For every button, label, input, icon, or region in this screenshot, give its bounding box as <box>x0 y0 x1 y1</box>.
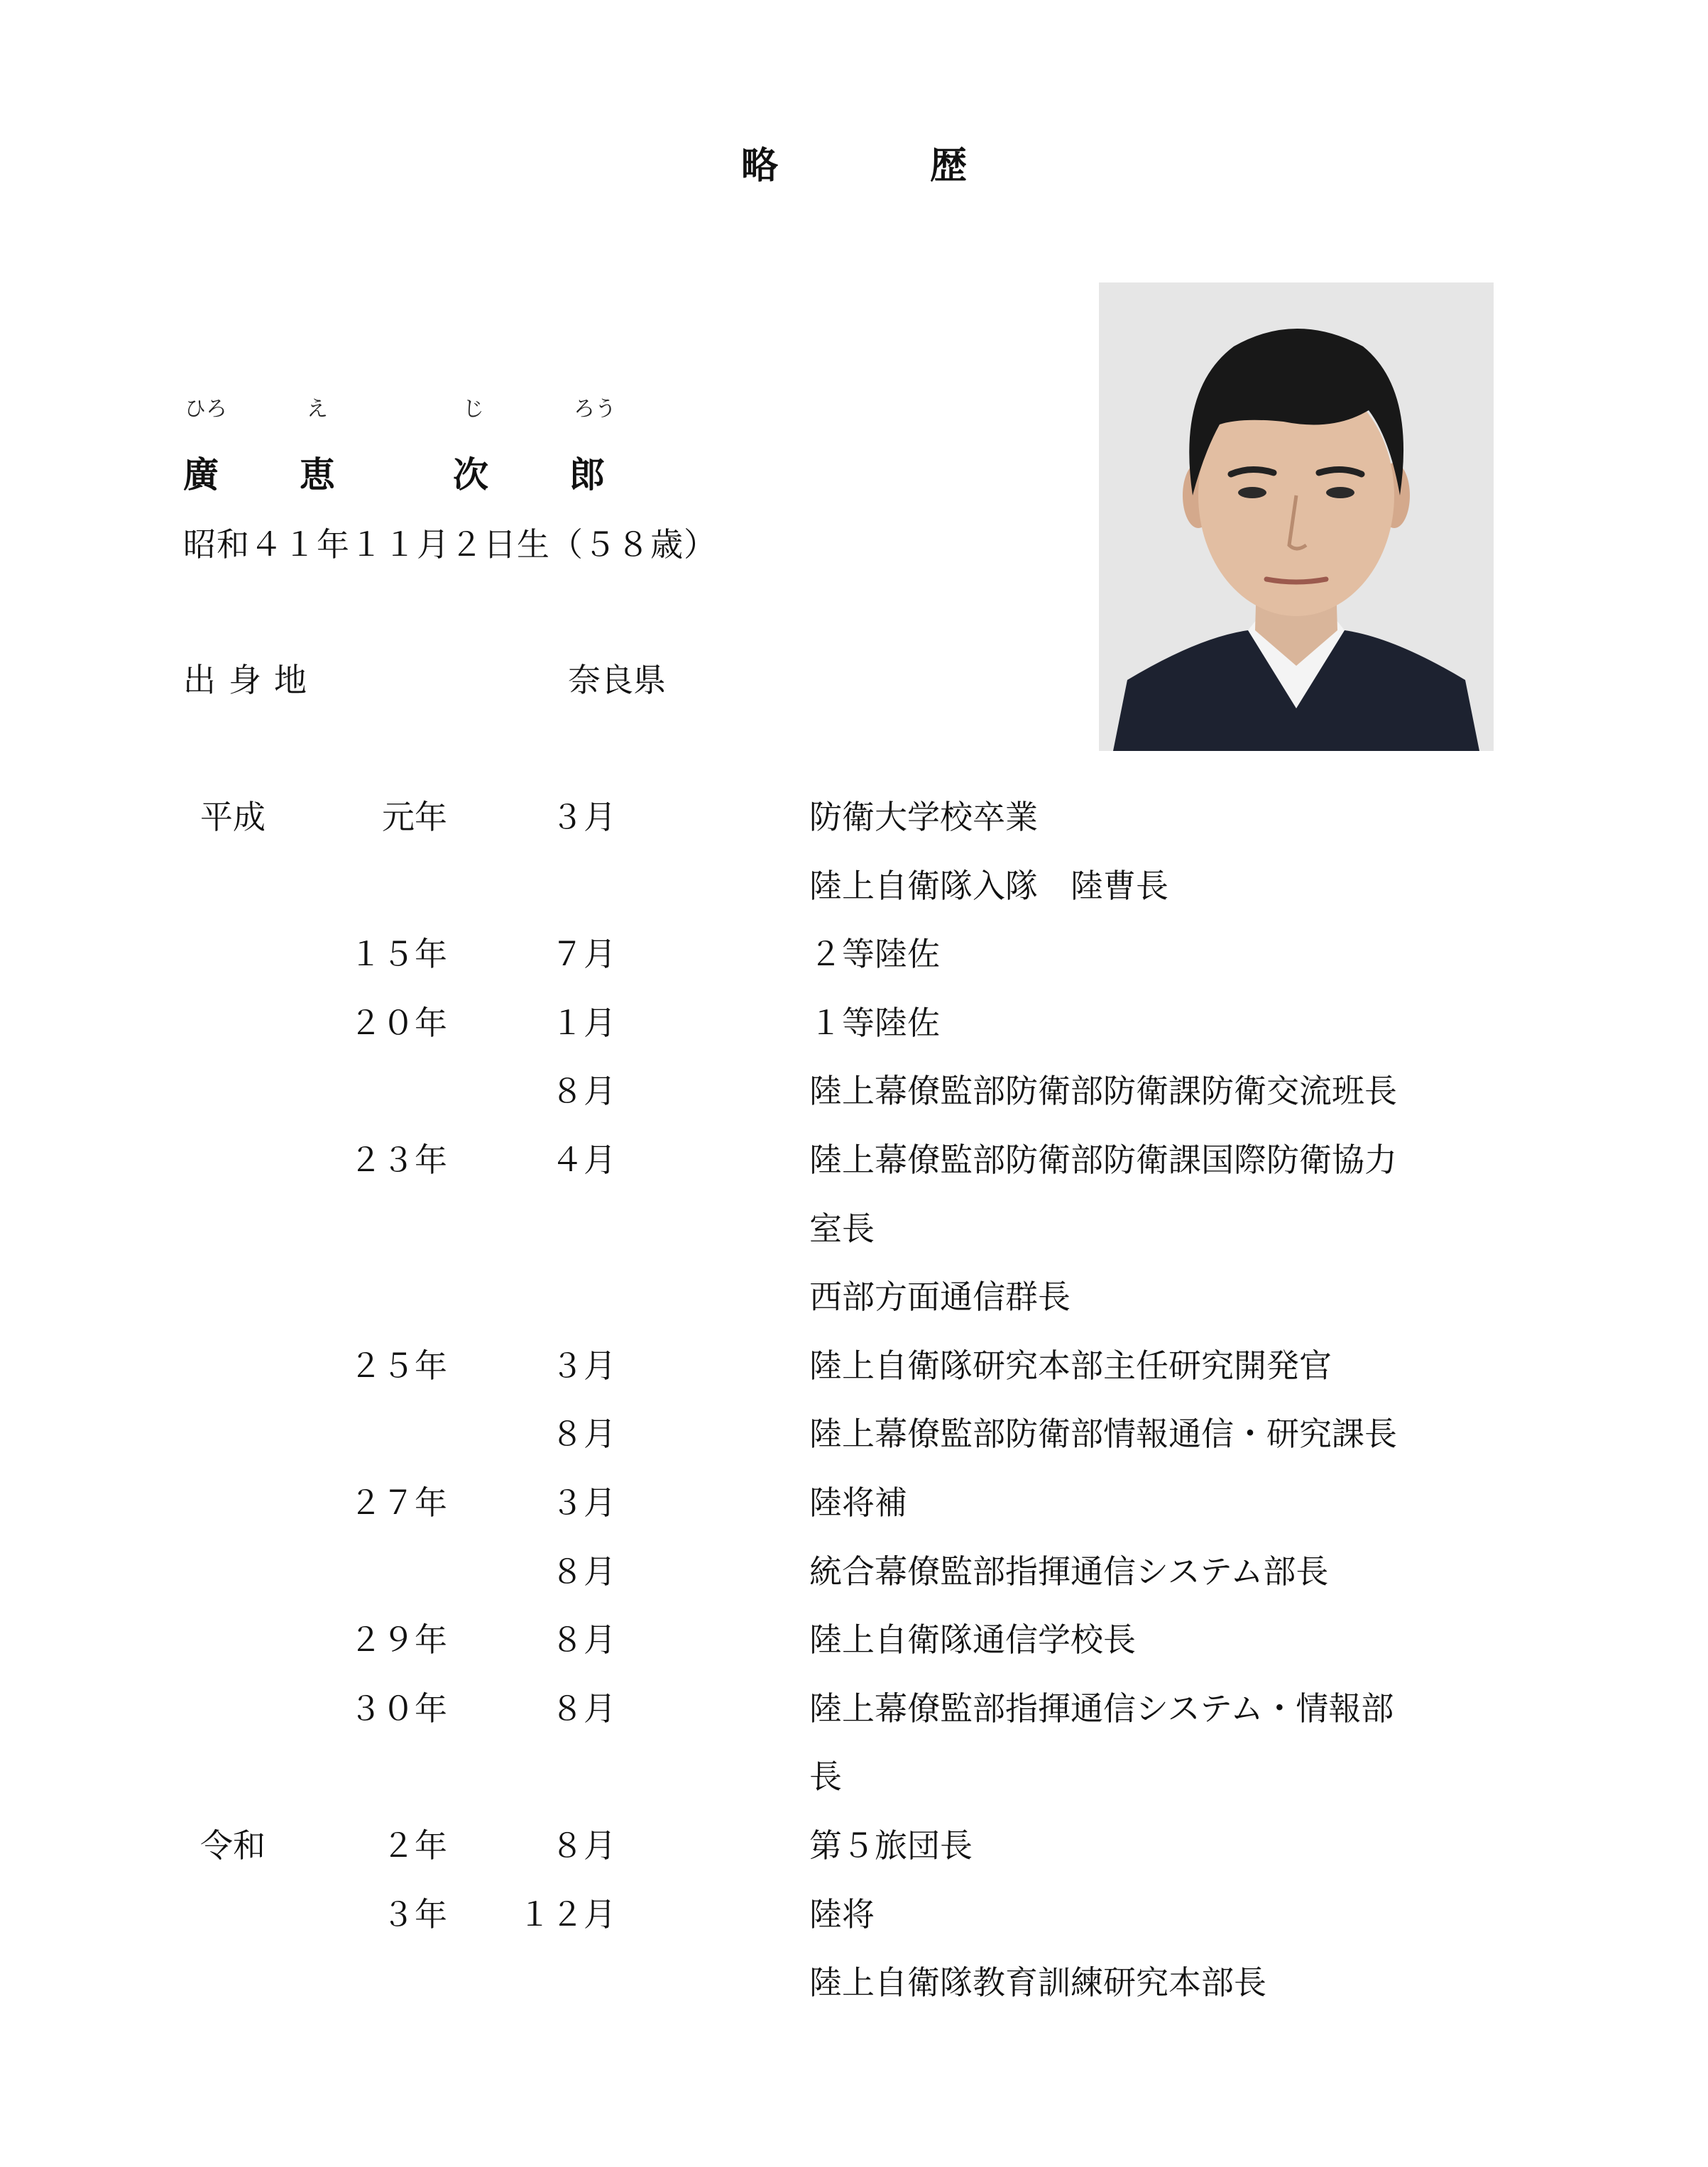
career-year: ２年 <box>382 1826 447 1865</box>
career-month: １２月 <box>518 1895 616 1933</box>
career-desc: 陸将 <box>809 1895 875 1933</box>
career-month: ８月 <box>551 1689 616 1728</box>
career-desc: ２等陸佐 <box>809 935 940 973</box>
career-month: ８月 <box>551 1415 616 1453</box>
name-ruby-2: え <box>307 397 328 422</box>
birth-date: 昭和４１年１１月２日生（５８歳） <box>183 525 717 564</box>
portrait-photo <box>1099 282 1494 751</box>
career-month: ３月 <box>551 798 616 836</box>
career-year: １５年 <box>349 935 447 973</box>
name-char-1: 廣 <box>183 454 219 495</box>
career-desc: 陸上幕僚監部防衛部防衛課防衛交流班長 <box>809 1072 1397 1110</box>
career-desc: 第５旅団長 <box>809 1826 973 1865</box>
career-month: ８月 <box>551 1072 616 1110</box>
career-month: ３月 <box>551 1483 616 1522</box>
career-desc: １等陸佐 <box>809 1004 940 1042</box>
origin-label: 出身地 <box>183 661 319 699</box>
page-title-char-1: 略 <box>741 145 779 187</box>
career-month: ３月 <box>551 1346 616 1385</box>
name-ruby-3: じ <box>463 397 484 422</box>
career-year: ３０年 <box>349 1689 447 1728</box>
career-era: 平成 <box>200 798 265 836</box>
career-year: ３年 <box>382 1895 447 1933</box>
career-year: 元年 <box>382 798 447 836</box>
origin-value: 奈良県 <box>568 661 666 699</box>
career-desc: 防衛大学校卒業 <box>809 798 1038 836</box>
career-desc: 統合幕僚監部指揮通信システム部長 <box>809 1552 1329 1591</box>
career-desc: 陸上幕僚監部防衛部防衛課国際防衛協力 <box>809 1141 1397 1179</box>
name-ruby-1: ひろ <box>185 397 227 422</box>
career-desc: 陸上幕僚監部防衛部情報通信・研究課長 <box>809 1415 1397 1453</box>
name-ruby-4: ろう <box>574 397 616 422</box>
career-desc: 長 <box>809 1757 842 1796</box>
page-title-char-2: 歴 <box>930 145 968 187</box>
career-year: ２０年 <box>349 1004 447 1042</box>
career-month: １月 <box>551 1004 616 1042</box>
name-char-2: 恵 <box>300 454 335 495</box>
career-year: ２５年 <box>349 1346 447 1385</box>
career-month: ４月 <box>551 1141 616 1179</box>
career-year: ２３年 <box>349 1141 447 1179</box>
career-desc: 陸上幕僚監部指揮通信システム・情報部 <box>809 1689 1394 1728</box>
career-desc: 西部方面通信群長 <box>809 1278 1071 1316</box>
name-char-4: 郎 <box>569 454 605 495</box>
career-desc: 陸上自衛隊研究本部主任研究開発官 <box>809 1346 1332 1385</box>
career-month: ８月 <box>551 1826 616 1865</box>
career-month: ８月 <box>551 1620 616 1659</box>
career-desc: 陸上自衛隊入隊 陸曹長 <box>809 867 1168 905</box>
career-desc: 陸上自衛隊通信学校長 <box>809 1620 1136 1659</box>
name-char-3: 次 <box>453 454 488 495</box>
career-month: ８月 <box>551 1552 616 1591</box>
career-era: 令和 <box>200 1826 265 1865</box>
career-desc: 室長 <box>809 1209 875 1248</box>
career-year: ２７年 <box>349 1483 447 1522</box>
career-desc: 陸将補 <box>809 1483 907 1522</box>
career-year: ２９年 <box>349 1620 447 1659</box>
career-desc: 陸上自衛隊教育訓練研究本部長 <box>809 1963 1266 2002</box>
career-month: ７月 <box>551 935 616 973</box>
